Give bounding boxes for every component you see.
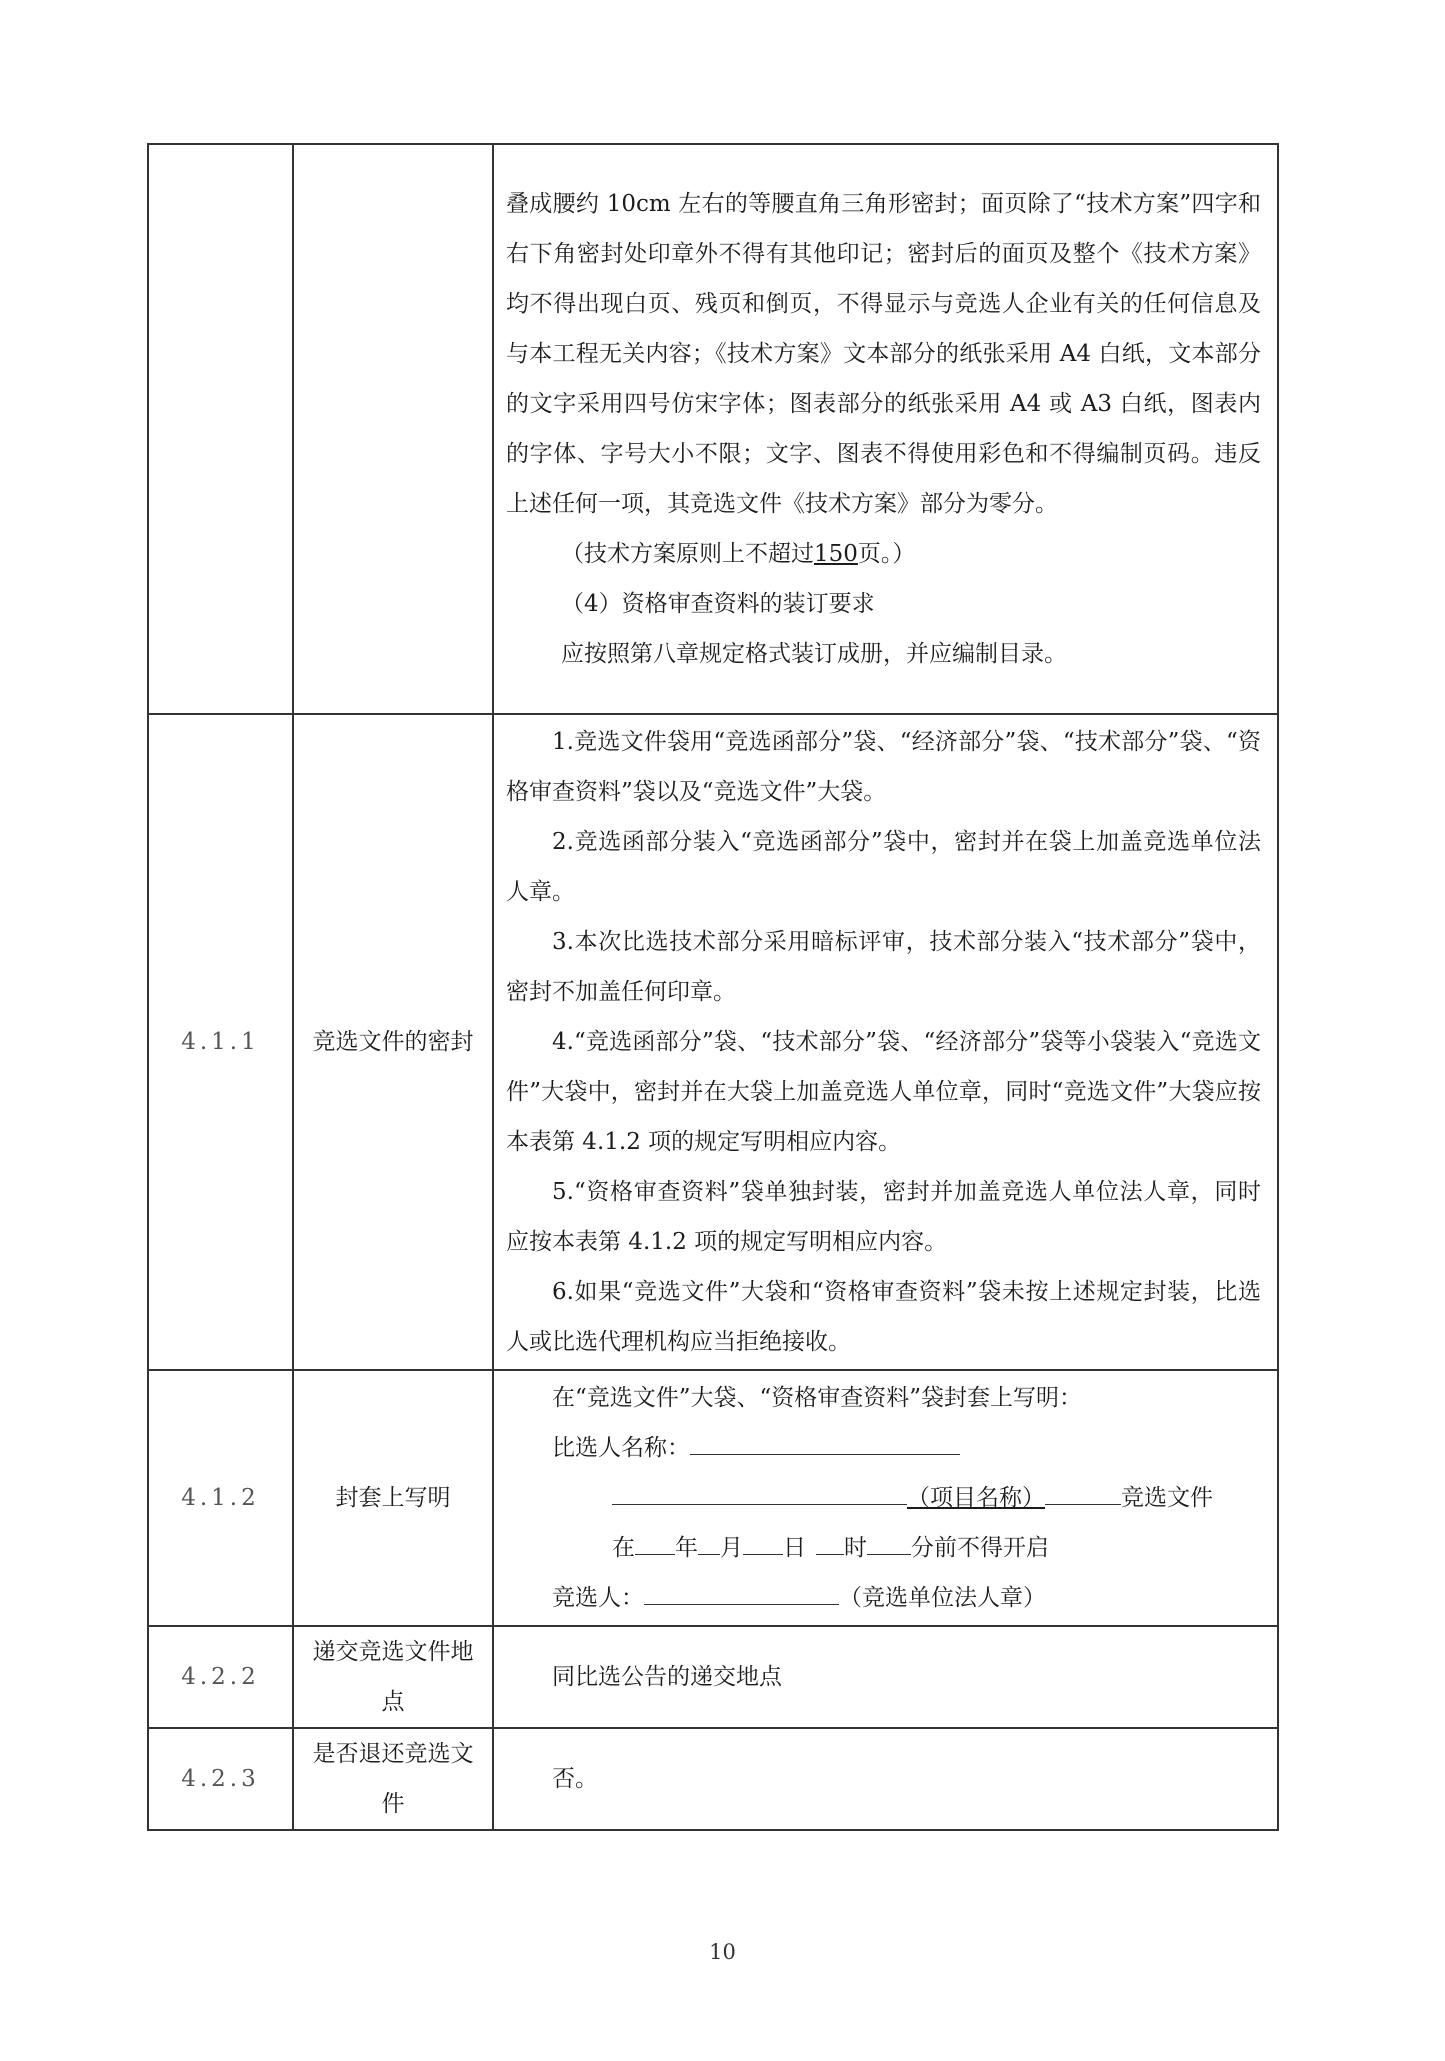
sub-heading: （4）资格审查资料的装订要求 xyxy=(561,591,875,617)
paragraph: 应按照第八章规定格式装订成册，并应编制目录。 xyxy=(561,641,1067,667)
fill-in-blank xyxy=(1045,1474,1121,1505)
paragraph: 6.如果“竞选文件”大袋和“资格审查资料”袋未按上述规定封装，比选人或比选代理机构应当拒绝接收。 xyxy=(506,1279,1261,1355)
clause-item: 递交竞选文件地点 xyxy=(293,1626,493,1728)
paragraph: 叠成腰约 10cm 左右的等腰直角三角形密封；面页除了“技术方案”四字和右下角密封处印章外不得有其他印记；密封后的面页及整个《技术方案》均不得出现白页、残页和倒页，不得显示与竞选人企业有关的任何信息及与本工程无关内容；《技术方案》文本部分的纸张采用 A4 白纸，文本部分的文字采用四号仿宋字体；图表部分的纸张采用 A4 或 A3 白纸，图表内的字体、字号大小不限；文字、图表不得使用彩色和不得编制页码。违反上述任何一项，其竞选文件《技术方案》部分为零分。 xyxy=(506,191,1261,517)
bidder-name-line: 比选人名称： xyxy=(506,1423,1261,1473)
clause-content xyxy=(493,1626,1278,1728)
fill-in-blank xyxy=(698,1524,720,1555)
opening-time-line: 在 年 月 日 时 分前不得开启 xyxy=(506,1523,1261,1573)
table-row xyxy=(148,1626,1278,1728)
table-row xyxy=(148,144,1278,714)
table-row xyxy=(148,1728,1278,1830)
clause-item: 是否退还竞选文件 xyxy=(293,1728,493,1830)
clause-item: 竞选文件的密封 xyxy=(293,714,493,1370)
contender-line: 竞选人： （竞选单位法人章） xyxy=(506,1573,1261,1623)
clause-number: 4.2.2 xyxy=(148,1626,293,1728)
fill-in-blank xyxy=(635,1524,675,1555)
clause-number: 4.1.2 xyxy=(148,1370,293,1626)
fill-in-blank xyxy=(690,1424,960,1455)
clause-content xyxy=(493,1370,1278,1626)
paragraph: 5.“资格审查资料”袋单独封装，密封并加盖竞选人单位法人章，同时应按本表第 4.1.2 项的规定写明相应内容。 xyxy=(506,1179,1261,1255)
page-number: 10 xyxy=(709,1940,736,1964)
paragraph: 同比选公告的递交地点 xyxy=(552,1664,782,1690)
table-row xyxy=(148,714,1278,1370)
clause-content xyxy=(493,144,1278,714)
project-name-line: （项目名称） 竞选文件 xyxy=(506,1473,1261,1523)
paragraph: 3.本次比选技术部分采用暗标评审，技术部分装入“技术部分”袋中，密封不加盖任何印章。 xyxy=(506,929,1261,1005)
clause-number: 4.1.1 xyxy=(148,714,293,1370)
clause-item: 封套上写明 xyxy=(293,1370,493,1626)
paragraph: 1.竞选文件袋用“竞选函部分”袋、“经济部分”袋、“技术部分”袋、“资格审查资料”袋以及“竞选文件”大袋。 xyxy=(506,729,1261,805)
clause-item xyxy=(293,144,493,714)
clause-content xyxy=(493,714,1278,1370)
table-row xyxy=(148,1370,1278,1626)
fill-in-blank xyxy=(743,1524,783,1555)
clause-number xyxy=(148,144,293,714)
page-limit-value: 150 xyxy=(814,541,858,567)
paragraph: 4.“竞选函部分”袋、“技术部分”袋、“经济部分”袋等小袋装入“竞选文件”大袋中，密封并在大袋上加盖竞选人单位章，同时“竞选文件”大袋应按本表第 4.1.2 项的规定写明相应内容。 xyxy=(506,1029,1261,1155)
fill-in-blank xyxy=(816,1524,844,1555)
fill-in-blank xyxy=(644,1574,839,1605)
paragraph: 2.竞选函部分装入“竞选函部分”袋中，密封并在袋上加盖竞选单位法人章。 xyxy=(506,829,1261,905)
page-limit-note: （技术方案原则上不超过150页。） xyxy=(561,541,916,567)
fill-in-blank xyxy=(867,1524,911,1555)
paragraph: 在“竞选文件”大袋、“资格审查资料”袋封套上写明： xyxy=(552,1385,1083,1411)
bidding-requirements-table xyxy=(147,143,1279,1831)
clause-content xyxy=(493,1728,1278,1830)
fill-in-blank xyxy=(612,1474,907,1505)
clause-number: 4.2.3 xyxy=(148,1728,293,1830)
paragraph: 否。 xyxy=(552,1766,598,1792)
